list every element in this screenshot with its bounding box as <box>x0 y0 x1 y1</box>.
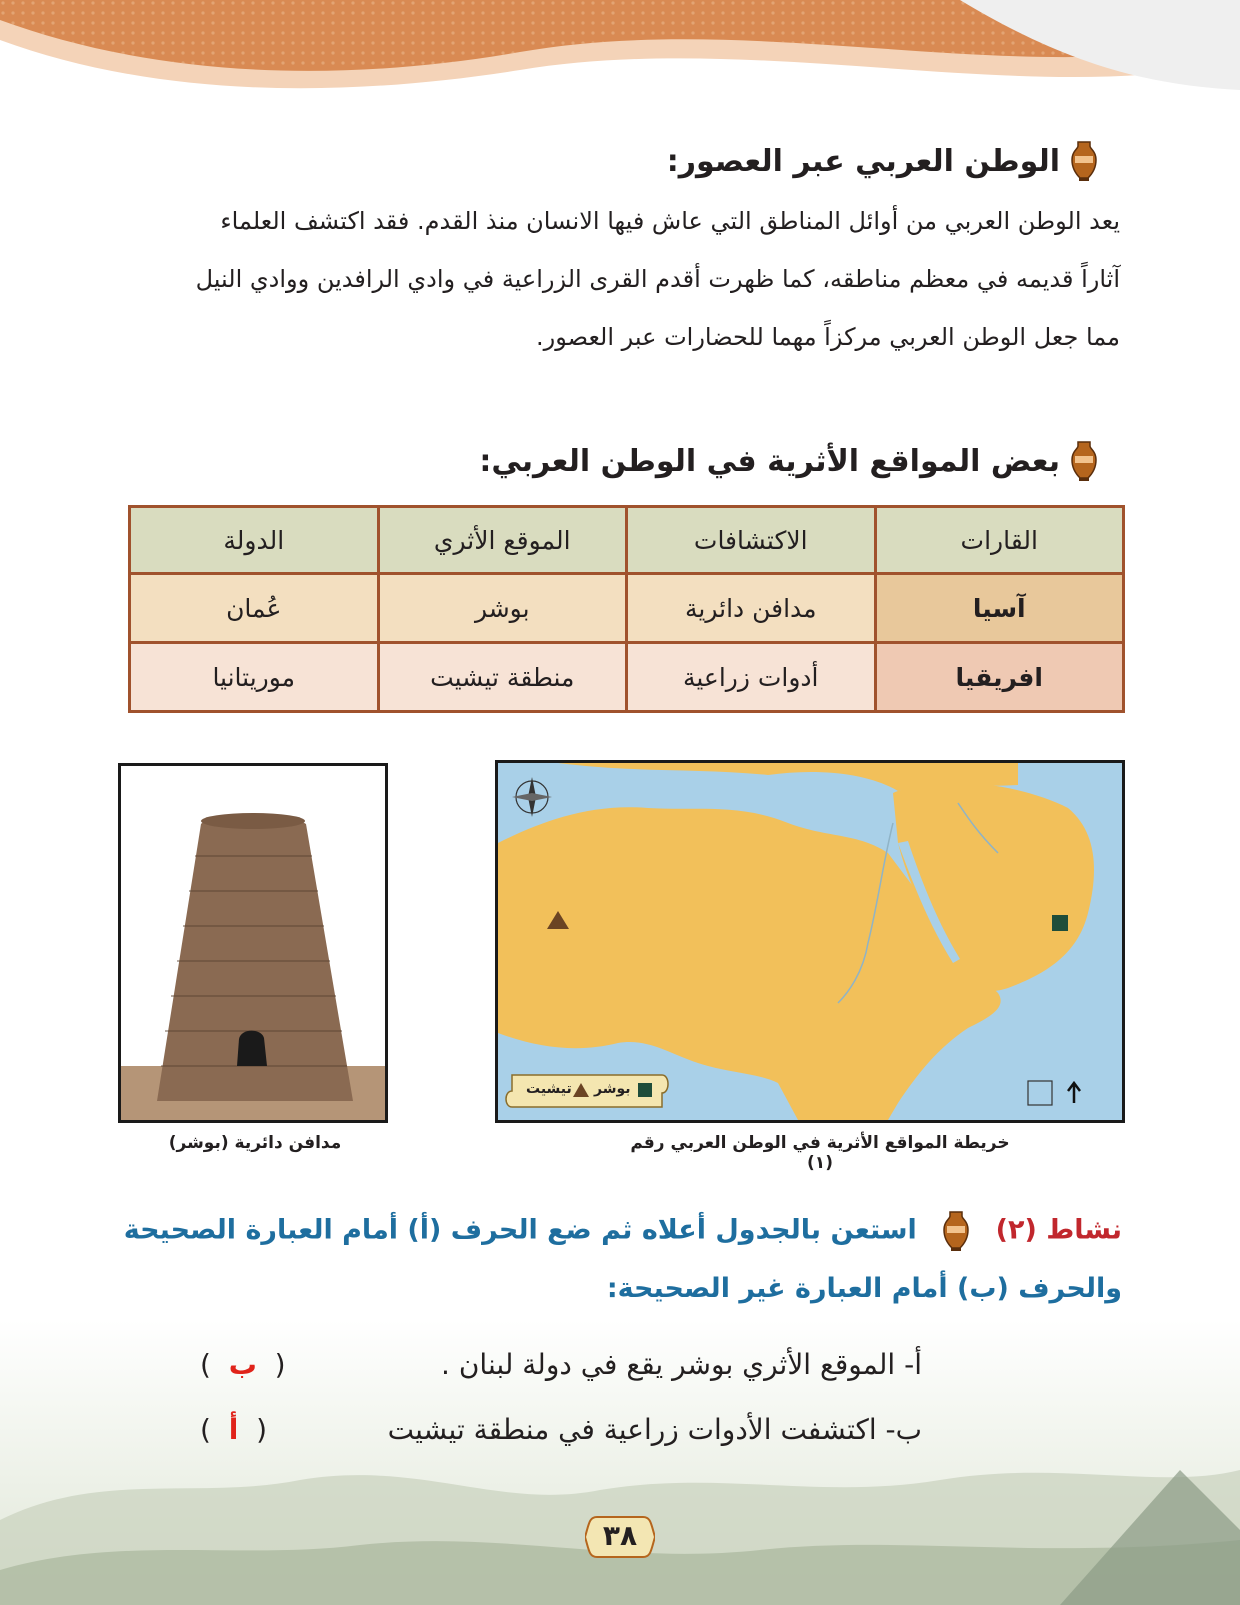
header-discoveries: الاكتشافات <box>627 507 876 574</box>
map-illustration <box>498 763 1122 1120</box>
table-cell: أدوات زراعية <box>627 643 876 712</box>
paragraph-line: يعد الوطن العربي من أوائل المناطق التي عاش فيها الانسان منذ القدم. فقد اكتشف العلماء <box>220 207 1120 235</box>
answer-letter: أ <box>228 1413 239 1446</box>
table-cell: مدافن دائرية <box>627 574 876 643</box>
header-site: الموقع الأثري <box>378 507 627 574</box>
statement-b: ب- اكتشفت الأدوات زراعية في منطقة تيشيت <box>387 1413 922 1446</box>
section-title-arab-world <box>667 140 1100 182</box>
answer-box-b[interactable]: ( أ ) <box>200 1413 268 1446</box>
answer-box-a[interactable]: ( ب ) <box>200 1348 286 1381</box>
header-country: الدولة <box>130 507 379 574</box>
legend-label-tichitt: تيشيت <box>526 1081 572 1097</box>
table-cell: موريتانيا <box>130 643 379 712</box>
vase-icon <box>940 1210 972 1252</box>
header-wave-decoration <box>0 0 1240 110</box>
sites-table <box>128 505 1125 713</box>
statement-a: أ- الموقع الأثري بوشر يقع في دولة لبنان . <box>441 1348 922 1381</box>
beehive-tomb-photo <box>118 763 388 1123</box>
activity-text: والحرف (ب) أمام العبارة غير الصحيحة: <box>606 1273 1122 1304</box>
table-cell: عُمان <box>130 574 379 643</box>
header-continents: القارات <box>875 507 1124 574</box>
table-cell: منطقة تيشيت <box>378 643 627 712</box>
bawshar-square-marker <box>1052 915 1068 931</box>
answer-letter: ب <box>228 1348 257 1381</box>
legend-label-bawshar: بوشر <box>594 1081 631 1097</box>
intro-paragraph <box>110 192 1120 366</box>
table-cell: آسيا <box>875 574 1124 643</box>
table-cell: بوشر <box>378 574 627 643</box>
vase-icon <box>1068 440 1100 482</box>
activity-text: استعن بالجدول أعلاه ثم ضع الحرف (أ) أمام العبارة الصحيحة <box>123 1214 917 1246</box>
activity-label: نشاط (٢) <box>995 1214 1122 1246</box>
section-title-text: الوطن العربي عبر العصور: <box>666 143 1060 179</box>
vase-icon <box>1068 140 1100 182</box>
paragraph-line: آثاراً قديمه في معظم مناطقه، كما ظهرت أقدم القرى الزراعية في وادي الرافدين ووادي النيل <box>195 265 1120 293</box>
table-cell: افريقيا <box>875 643 1124 712</box>
table-header-row <box>130 507 1124 574</box>
section-title-text: بعض المواقع الأثرية في الوطن العربي: <box>479 443 1060 479</box>
activity-instruction-line1 <box>124 1210 1122 1252</box>
section-title-archaeological-sites <box>479 440 1100 482</box>
arab-world-map <box>495 760 1125 1123</box>
page-number: ٣٨ <box>602 1519 638 1552</box>
paragraph-line: مما جعل الوطن العربي مركزاً مهما للحضارات عبر العصور. <box>536 323 1120 351</box>
activity-instruction-line2 <box>607 1273 1122 1304</box>
table-row <box>130 574 1124 643</box>
photo-caption: مدافن دائرية (بوشر) <box>168 1133 342 1153</box>
map-caption: خريطة المواقع الأثرية في الوطن العربي رقم (١) <box>630 1133 1010 1173</box>
table-row <box>130 643 1124 712</box>
